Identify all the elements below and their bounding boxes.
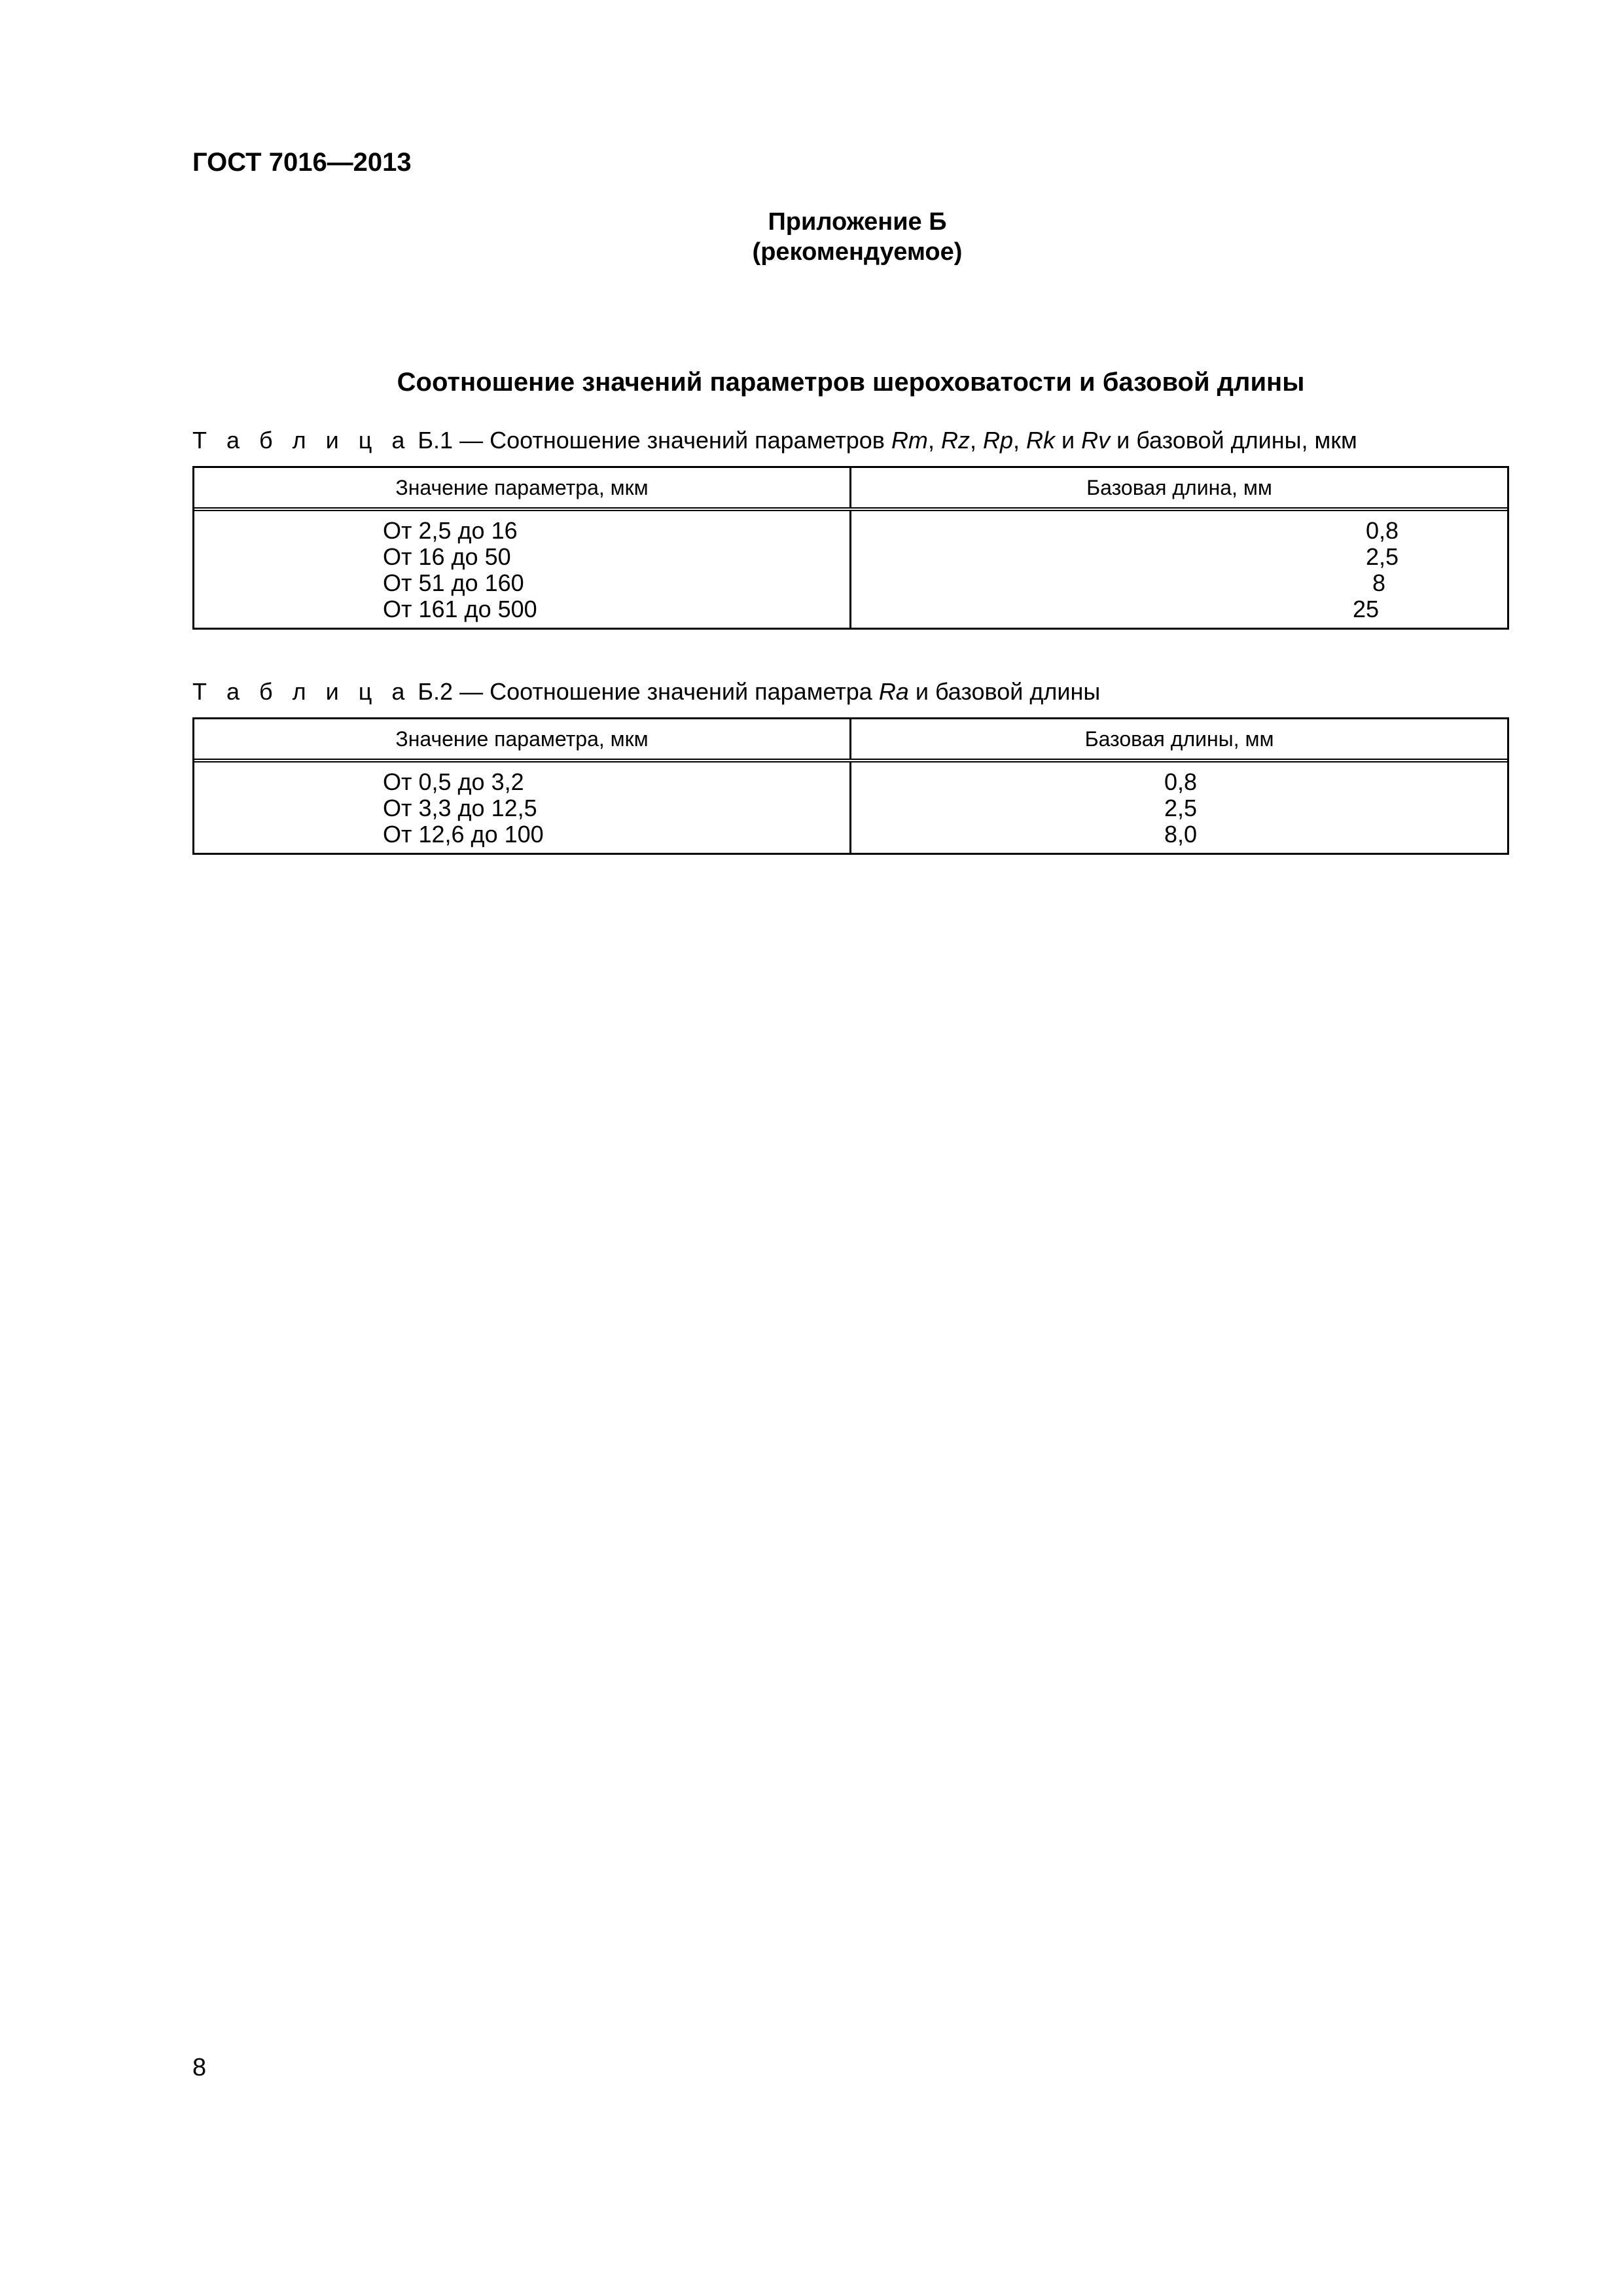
table1-caption-text-1: — Соотношение значений параметров (453, 427, 891, 454)
caption-separator: , (1013, 427, 1027, 454)
table-cell: От 51 до 160 (383, 569, 524, 596)
param-rv: Rv (1081, 427, 1111, 454)
param-rm: Rm (891, 427, 928, 454)
table-cell: 0,8 (1164, 768, 1198, 795)
param-rp: Rp (982, 427, 1013, 454)
section-title: Соотношение значений параметров шероховатости и базовой длины (397, 368, 1305, 397)
caption-separator: и (1055, 427, 1082, 454)
table-cell: 8 (1372, 569, 1386, 596)
param-rk: Rk (1026, 427, 1056, 454)
table1-caption-prefix: Т а б л и ц а (192, 427, 412, 454)
appendix-title: Приложение Б (768, 208, 947, 236)
param-rz: Rz (940, 427, 970, 454)
appendix-heading (681, 207, 1034, 267)
table2 (192, 717, 1509, 855)
table-cell: 25 (1353, 596, 1380, 622)
table2-header-base-length: Базовая длины, мм (1084, 726, 1274, 751)
table2-caption (192, 678, 1100, 706)
table2-base-length-column (851, 762, 1507, 853)
table2-header-row (194, 719, 1507, 762)
table1-parameter-column (194, 511, 851, 628)
table1 (192, 466, 1509, 630)
table1-header-base-length: Базовая длина, мм (1086, 475, 1272, 499)
table-cell: 2,5 (1366, 543, 1399, 570)
table1-caption-text-2: и базовой длины, мкм (1110, 427, 1357, 454)
table2-caption-text-1: — Соотношение значений параметра (453, 678, 879, 705)
table2-body (194, 762, 1507, 853)
table-cell: От 2,5 до 16 (383, 517, 518, 544)
table1-base-length-column (851, 511, 1507, 628)
table-cell: От 16 до 50 (383, 543, 511, 570)
table-cell: 8,0 (1164, 821, 1198, 848)
table1-header-parameter: Значение параметра, мкм (194, 468, 851, 507)
table2-header-parameter: Значение параметра, мкм (194, 719, 851, 759)
document-id: ГОСТ 7016—2013 (192, 148, 412, 177)
table-cell: 0,8 (1366, 517, 1399, 544)
table1-caption (192, 427, 1357, 454)
table2-parameter-column (194, 762, 851, 853)
caption-separator: , (969, 427, 983, 454)
appendix-status: (рекомендуемое) (752, 238, 963, 266)
table2-caption-text-2: и базовой длины (908, 678, 1101, 705)
caption-separator: , (927, 427, 941, 454)
table-cell: 2,5 (1164, 795, 1198, 821)
table-cell: От 12,6 до 100 (383, 821, 544, 848)
page-number: 8 (192, 2054, 207, 2081)
table2-caption-prefix: Т а б л и ц а (192, 678, 412, 705)
table-cell: От 161 до 500 (383, 596, 537, 622)
param-ra: Ra (878, 678, 909, 705)
table1-body (194, 511, 1507, 628)
table-cell: От 3,3 до 12,5 (383, 795, 537, 821)
table1-caption-number: Б.1 (418, 427, 454, 454)
table2-caption-number: Б.2 (418, 678, 454, 705)
table-cell: От 0,5 до 3,2 (383, 768, 524, 795)
table1-header-row (194, 468, 1507, 511)
